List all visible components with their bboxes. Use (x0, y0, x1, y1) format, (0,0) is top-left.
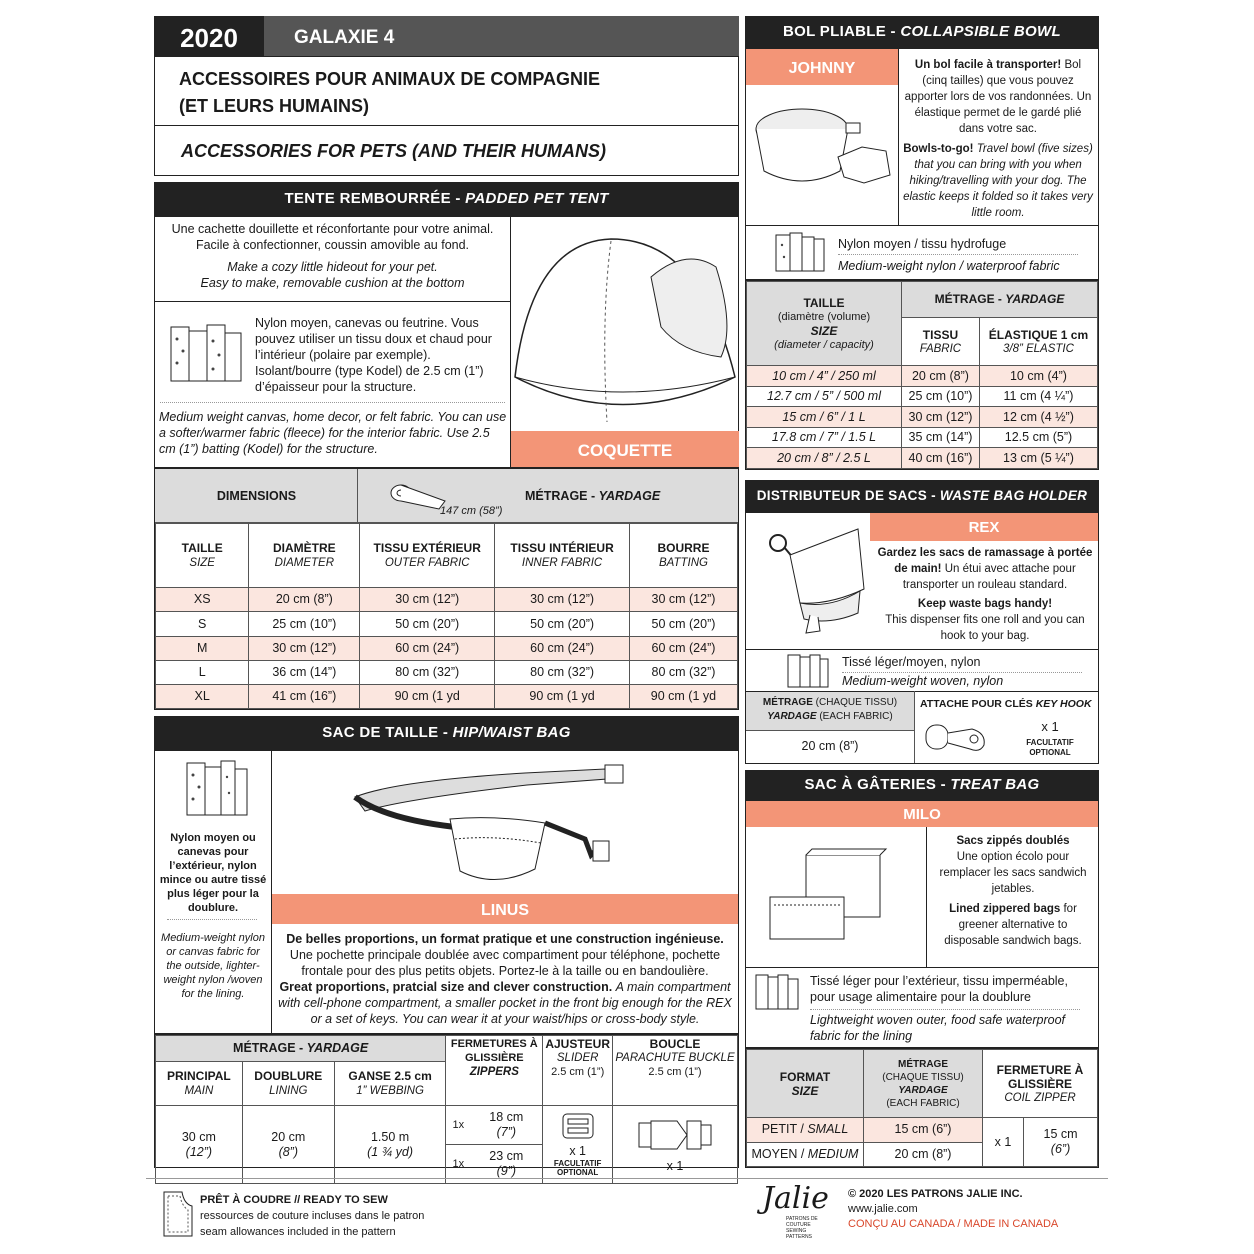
waist-name-banner: LINUS (272, 894, 738, 924)
fabric-rolls-icon (754, 973, 800, 1011)
tent-column-header: DIAMÈTRE DIAMETER (249, 524, 360, 588)
tent-panel (154, 216, 739, 468)
table-cell: 36 cm (14”) (249, 660, 360, 684)
fabric-rolls-icon (774, 231, 826, 273)
table-cell: 60 cm (24”) (629, 636, 737, 660)
dispenser-fabric-fr: Tissé léger/moyen, nylon (842, 655, 981, 669)
bowl-name-banner: JOHNNY (746, 49, 898, 85)
tent-title: TENTE REMBOURRÉE - PADDED PET TENT (154, 182, 739, 216)
bowl-desc: Un bol facile à transporter! Bol (cinq tailles) que vous pouvez apporter lors de vos randonnées. Un élastique permet de le gardé plié dans votre sac. Bowls-to-go! Travel bowl (five sizes) that you can bring with you when hiking/travelling with your dog. The elastic keeps it folded so it takes very little room. (903, 59, 1093, 219)
title-box (154, 56, 739, 176)
treat-name-banner: MILO (746, 801, 1098, 827)
waist-fabric-fr: Nylon moyen ou canevas pour l’extérieur, nylon mince ou autre tissé plus léger pour la doublure. (159, 832, 267, 914)
tent-desc-fr-1: Une cachette douillette et réconfortante pour votre animal. (171, 222, 494, 236)
title-fr-1: ACCESSOIRES POUR ANIMAUX DE COMPAGNIE (179, 69, 601, 89)
table-row (156, 588, 738, 612)
tent-column-header: TISSU INTÉRIEUR INNER FABRIC (495, 524, 630, 588)
table-cell: 30 cm (12”) (360, 588, 495, 612)
table-cell: 90 cm (1 yd (360, 684, 495, 708)
year-badge: 2020 (154, 16, 264, 56)
waist-title: SAC DE TAILLE - HIP/WAIST BAG (154, 716, 739, 750)
tent-size-table (155, 523, 738, 709)
tent-name-banner: COQUETTE (511, 431, 739, 467)
treat-desc: Sacs zippés doublés Une option écolo pour remplacer les sacs sandwich jetables. Lined zippered bags for greener alternative to disposable sandwich bags. (939, 835, 1087, 947)
table-cell: 30 cm (12”) (902, 407, 980, 428)
table-row (156, 684, 738, 708)
table-cell: 12.5 cm (5”) (979, 427, 1097, 448)
table-cell: 25 cm (10”) (249, 612, 360, 636)
table-row (747, 386, 1098, 407)
tent-desc-en-2: Easy to make, removable cushion at the bottom (200, 276, 465, 290)
dispenser-fabric-en: Medium-weight woven, nylon (842, 674, 1004, 688)
table-cell: 30 cm (12”) (495, 588, 630, 612)
table-cell: 12.7 cm / 5” / 500 ml (747, 386, 902, 407)
tent-desc-en-1: Make a cozy little hideout for your pet. (227, 260, 438, 274)
table-cell: 17.8 cm / 7” / 1.5 L (747, 427, 902, 448)
pattern-piece-icon (160, 1190, 194, 1238)
bowl-yardage-table: TAILLE (diamètre (volume) SIZE (diameter / capacity) MÉTRAGE - YARDAGE TISSU FABRIC ÉLASTIQUE 1 cm 3/8” ELASTIC 10 cm / 4” / 250 ml 20 cm (8”) 10 cm (4”) 12.7 cm / 5” / 500 ml 25 cm (10”) 11 cm (4 ¼”) 15 cm / 6” / 1 L 30 cm (12”) 12 cm (4 ½”) 17.8 cm / 7” / 1.5 L 35 cm (14”) 12.5 cm (5”) 20 cm / 8” / 2.5 L 40 cm (16”) 13 cm (5 ¼”) (745, 280, 1099, 470)
table-cell: 40 cm (16”) (902, 448, 980, 469)
table-row (156, 660, 738, 684)
key-hook-icon (922, 717, 992, 757)
table-cell: 80 cm (32”) (495, 660, 630, 684)
table-cell: 80 cm (32”) (629, 660, 737, 684)
table-row (156, 612, 738, 636)
title-en: ACCESSORIES FOR PETS (AND THEIR HUMANS) (181, 141, 607, 161)
dimensions-label: DIMENSIONS (216, 489, 297, 503)
table-cell: 15 cm / 6” / 1 L (747, 407, 902, 428)
title-fr-2: (ET LEURS HUMAINS) (179, 96, 369, 116)
tent-yardage-table (154, 468, 739, 710)
table-row (156, 636, 738, 660)
treat-panel (745, 800, 1099, 1048)
treat-title: SAC À GÂTERIES - TREAT BAG (745, 770, 1099, 800)
table-cell: 11 cm (4 ¼”) (979, 386, 1097, 407)
key-hook-optional: FACULTATIF OPTIONAL (1026, 738, 1074, 757)
slider-icon (561, 1112, 595, 1140)
bowl-fabric-en: Medium-weight nylon / waterproof fabric (838, 259, 1060, 273)
fabric-rolls-icon (786, 653, 830, 689)
dispenser-name-banner: REX (870, 513, 1098, 541)
waist-panel (154, 750, 739, 1034)
fabric-rolls-icon (167, 321, 247, 383)
waist-desc: De belles proportions, un format pratique et une construction ingénieuse. Une pochette principale doublée avec compartiment pour téléphone, pochette frontale pour des plus petits objets. Portez-le à la taille ou en bandoulière. Great proportions, pratcial size and clever construction. A main compartment with cell-phone compartment, a smaller pocket in the front big enough for the REX or a set of keys. You can wear it at your waist/hips or cross-body style. (278, 932, 732, 1026)
table-cell: 50 cm (20”) (495, 612, 630, 636)
table-cell: 60 cm (24”) (360, 636, 495, 660)
table-cell: 35 cm (14”) (902, 427, 980, 448)
roll-width: 147 cm (58”) (440, 505, 503, 517)
table-cell: 90 cm (1 yd (495, 684, 630, 708)
dispenser-desc: Gardez les sacs de ramassage à portée de main! Un étui avec attache pour transporter un rouleau standard. Keep waste bags handy! This dispenser fits one roll and you can hook to your bag. (877, 547, 1093, 642)
tent-column-header: BOURRE BATTING (629, 524, 737, 588)
table-cell: 30 cm (12”) (629, 588, 737, 612)
table-cell: 50 cm (20”) (360, 612, 495, 636)
ready-to-sew: PRÊT À COUDRE // READY TO SEW ressources de couture incluses dans le patron seam allowances included in the pattern (200, 1194, 425, 1238)
table-cell: XS (156, 588, 249, 612)
website-link[interactable]: www.jalie.com (848, 1203, 918, 1215)
table-cell: S (156, 612, 249, 636)
tent-column-header: TISSU EXTÉRIEUR OUTER FABRIC (360, 524, 495, 588)
bowl-title: BOL PLIABLE - COLLAPSIBLE BOWL (745, 16, 1099, 48)
table-row (747, 366, 1098, 387)
table-cell: 20 cm (8”) (902, 366, 980, 387)
dispenser-yardage-label: MÉTRAGE (CHAQUE TISSU) YARDAGE (EACH FABRIC) (762, 697, 898, 722)
waist-yardage-table: MÉTRAGE - YARDAGE FERMETURES À GLISSIÈRE ZIPPERS AJUSTEUR SLIDER 2.5 cm (1”) BOUCLE PARACHUTE BUCKLE 2.5 cm (1”) PRINCIPAL MAIN DOUBLURE LINING GANSE 2.5 cm 1” WEBBING 30 cm (12”) 20 cm (8”) 1.50 m (1 ¾ yd) 1x 18 cm (7”) 1x 23 cm (9”) x 1 FACULTATIF OPTIONAL x 1 (154, 1034, 739, 1168)
fabric-rolls-icon (185, 759, 249, 817)
footer-info: © 2020 LES PATRONS JALIE INC. www.jalie.com CONÇU AU CANADA / MADE IN CANADA (848, 1188, 1059, 1230)
tent-fabric-fr: Nylon moyen, canevas ou feutrine. Vous pouvez utiliser un tissu doux et chaud pour l’intérieur (polaire par exemple). Isolant/bourre (type Kodel) de 2.5 cm (1”) d’épaisseur pour la structure. (255, 316, 492, 394)
table-cell: 60 cm (24”) (495, 636, 630, 660)
table-cell: L (156, 660, 249, 684)
bowl-illustration (752, 91, 896, 227)
table-cell: 50 cm (20”) (629, 612, 737, 636)
table-row (747, 448, 1098, 469)
table-cell: 13 cm (5 ¼”) (979, 448, 1097, 469)
tent-yardage-title: MÉTRAGE - YARDAGE (525, 489, 661, 503)
collection-bar: GALAXIE 4 (264, 16, 739, 56)
table-cell: 12 cm (4 ½”) (979, 407, 1097, 428)
buckle-icon (637, 1115, 713, 1155)
tent-column-header: TAILLE SIZE (156, 524, 249, 588)
table-cell: XL (156, 684, 249, 708)
table-cell: 20 cm (8”) (249, 588, 360, 612)
table-cell: 10 cm (4”) (979, 366, 1097, 387)
tent-desc (155, 221, 510, 291)
table-cell: 90 cm (1 yd (629, 684, 737, 708)
tent-fabric-en: Medium weight canvas, home decor, or felt fabric. You can use a softer/warmer fabric (fleece) for the interior fabric. Use 2.5 cm (1”) batting (Kodel) for the structure. (159, 410, 507, 456)
waist-fabric-en: Medium-weight nylon or canvas fabric for the outside, lighter-weight nylon /woven for the lining. (161, 932, 265, 1000)
bowl-panel (745, 48, 1099, 280)
treat-yardage-table: FORMAT SIZE MÉTRAGE (CHAQUE TISSU) YARDAGE (EACH FABRIC) FERMETURE À GLISSIÈRE COIL ZIPPER PETIT / SMALL 15 cm (6”) x 1 15 cm (6”) MOYEN / MEDIUM 20 cm (8”) (745, 1048, 1099, 1168)
dispenser-yardage-value: 20 cm (8”) (801, 739, 859, 753)
dispenser-title: DISTRIBUTEUR DE SACS - WASTE BAG HOLDER (745, 480, 1099, 512)
table-row (747, 407, 1098, 428)
table-cell: 41 cm (16”) (249, 684, 360, 708)
dispenser-panel (745, 512, 1099, 764)
table-cell: 30 cm (12”) (249, 636, 360, 660)
bowl-fabric-fr: Nylon moyen / tissu hydrofuge (838, 237, 1007, 251)
table-cell: 25 cm (10”) (902, 386, 980, 407)
table-cell: 80 cm (32”) (360, 660, 495, 684)
tent-title-fr: TENTE REMBOURRÉE (284, 190, 451, 207)
table-cell: 20 cm / 8” / 2.5 L (747, 448, 902, 469)
table-row (747, 427, 1098, 448)
treat-bag-illustration (760, 847, 890, 943)
tent-desc-fr-2: Facile à confectionner, coussin amovible au fond. (195, 238, 470, 252)
treat-fabric-en: Lightweight woven outer, food safe waterproof fabric for the lining (810, 1013, 1066, 1043)
waste-bag-holder-illustration (760, 519, 868, 637)
jalie-logo: Jalie PATRONS DE COUTURE SEWING PATTERNS (762, 1181, 829, 1240)
table-cell: 10 cm / 4” / 250 ml (747, 366, 902, 387)
tent-illustration (511, 217, 739, 431)
tent-title-en: PADDED PET TENT (465, 190, 609, 207)
waist-bag-illustration (345, 759, 645, 894)
table-cell: M (156, 636, 249, 660)
key-hook-label: ATTACHE POUR CLÉS KEY HOOK (920, 698, 1092, 710)
treat-fabric-fr: Tissé léger pour l’extérieur, tissu imperméable, pour usage alimentaire pour la doublure (810, 974, 1068, 1004)
key-hook-qty: x 1 (1041, 719, 1059, 734)
